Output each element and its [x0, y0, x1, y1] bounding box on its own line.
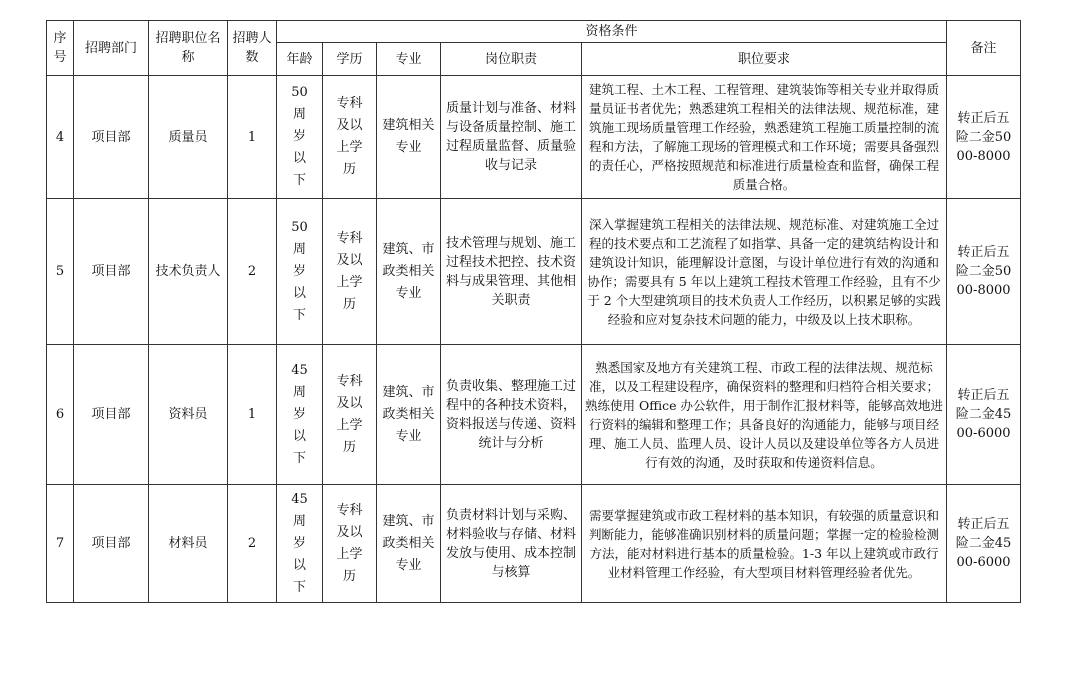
row-major: 建筑、市政类相关专业	[382, 384, 435, 444]
row-age: 50周岁以下	[291, 219, 308, 323]
row-requirements: 熟悉国家及地方有关建筑工程、市政工程的法律法规、规范标准，以及工程建设程序，确保资料的整理和归档符合相关要求；熟练使用 Office 办公软件，用于制作汇报材料等，能够高效地进行资料的编辑和整理工作；具备良好的沟通能力，能够与项目经理、施工人员、监理人员、设计人员以及建设单位等各方人员进行有效的沟通，及时获取和传递资料信息。	[582, 345, 947, 485]
table-row	[47, 76, 1021, 199]
row-major: 建筑相关专业	[382, 118, 435, 155]
row-count: 1	[228, 76, 277, 199]
row-age: 45周岁以下	[291, 491, 308, 595]
row-age: 45周岁以下	[291, 362, 308, 466]
row-requirements: 建筑工程、土木工程、工程管理、建筑装饰等相关专业并取得质量员证书者优先；熟悉建筑工程相关的法律法规、规范标准，建筑施工现场质量管理工作经验，熟悉建筑工程施工质量控制的流程和方法，了解施工现场的管理模式和工作环境；需要具备强烈的责任心，严格按照规范和标准进行质量检查和监督，确保工程质量合格。	[582, 76, 947, 199]
row-notes: 转正后五险二金4500-6000	[955, 517, 1012, 570]
row-major: 建筑、市政类相关专业	[382, 241, 435, 301]
row-requirements: 需要掌握建筑或市政工程材料的基本知识，有较强的质量意识和判断能力，能够准确识别材料的质量问题；掌握一定的检验检测方法，能对材料进行基本的质量检验。1-3 年以上建筑或市政行业材料管理工作经验，有大型项目材料管理经验者优先。	[582, 485, 947, 603]
row-education: 专科及以上学历	[336, 502, 363, 584]
row-position: 质量员	[149, 76, 228, 199]
header-duties: 岗位职责	[441, 43, 582, 76]
row-duties: 负责材料计划与采购、材料验收与存储、材料发放与使用、成本控制与核算	[441, 485, 582, 603]
header-age: 年龄	[277, 43, 323, 76]
row-duties: 技术管理与规划、施工过程技术把控、技术资料与成果管理、其他相关职责	[441, 199, 582, 345]
row-duties: 负责收集、整理施工过程中的各种技术资料，资料报送与传递、资料统计与分析	[441, 345, 582, 485]
row-education: 专科及以上学历	[336, 373, 363, 455]
row-department: 项目部	[74, 485, 149, 603]
row-notes: 转正后五险二金4500-6000	[955, 388, 1012, 441]
row-count: 1	[228, 345, 277, 485]
row-count: 2	[228, 199, 277, 345]
header-education: 学历	[323, 43, 377, 76]
row-department: 项目部	[74, 76, 149, 199]
row-count: 2	[228, 485, 277, 603]
row-education: 专科及以上学历	[336, 96, 363, 177]
row-age: 50周岁以下	[291, 85, 308, 188]
row-position: 材料员	[149, 485, 228, 603]
row-department: 项目部	[74, 199, 149, 345]
header-qualifications: 资格条件	[277, 21, 947, 43]
header-department: 招聘部门	[74, 21, 149, 76]
header-count: 招聘人数	[228, 21, 277, 76]
header-seq: 序号	[47, 21, 74, 76]
table-row	[47, 199, 1021, 345]
table-row	[47, 345, 1021, 485]
row-seq: 5	[47, 199, 74, 345]
row-seq: 4	[47, 76, 74, 199]
row-requirements: 深入掌握建筑工程相关的法律法规、规范标准、对建筑施工全过程的技术要点和工艺流程了如指掌、具备一定的建筑结构设计和建筑设计知识，能理解设计意图，与设计单位进行有效的沟通和协作；需要具有 5 年以上建筑工程技术管理工作经验，且有不少于 2 个大型建筑项目的技术负责人工作经历，以积累足够的实践经验和应对复杂技术问题的能力，中级及以上技术职称。	[582, 199, 947, 345]
row-major: 建筑、市政类相关专业	[382, 513, 435, 573]
row-position: 技术负责人	[149, 199, 228, 345]
header-requirements: 职位要求	[582, 43, 947, 76]
row-position: 资料员	[149, 345, 228, 485]
recruitment-table	[46, 20, 1021, 603]
row-seq: 7	[47, 485, 74, 603]
header-notes: 备注	[947, 21, 1021, 76]
row-seq: 6	[47, 345, 74, 485]
header-major: 专业	[377, 43, 441, 76]
row-notes: 转正后五险二金5000-8000	[955, 110, 1012, 164]
header-position: 招聘职位名称	[149, 21, 228, 76]
row-duties: 质量计划与准备、材料与设备质量控制、施工过程质量监督、质量验收与记录	[441, 76, 582, 199]
row-department: 项目部	[74, 345, 149, 485]
row-education: 专科及以上学历	[336, 230, 363, 312]
row-notes: 转正后五险二金5000-8000	[955, 245, 1012, 298]
table-row	[47, 485, 1021, 603]
